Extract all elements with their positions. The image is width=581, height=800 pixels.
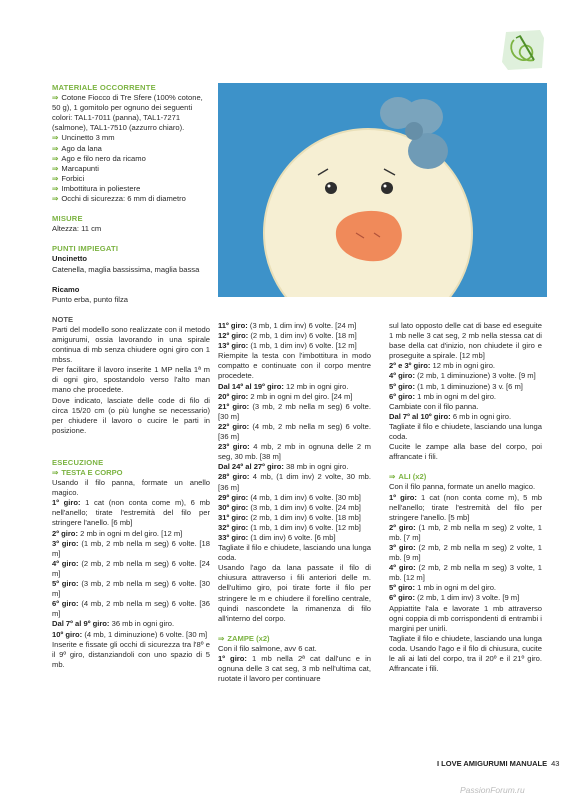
measures-title: MISURE [52, 214, 83, 224]
instruction-text: Con il filo salmone, avv 6 cat. [218, 643, 317, 653]
arrow-bullet-icon: ⇒ [218, 633, 225, 643]
arrow-bullet-icon: ⇒ [389, 472, 396, 482]
left-column [52, 83, 210, 670]
instruction-text: Riempite la testa con l'imbottitura in modo compatto e continuate con il corpo mentre procedete. [218, 351, 371, 381]
head-body-title: ⇒ TESTA E CORPO [52, 468, 123, 477]
crochet-hook-logo-icon [498, 24, 548, 74]
round-row: 6º giro: 1 mb in ogni m del giro. [389, 391, 497, 401]
note-paragraph: Dove indicato, lasciate delle code di filo di circa 15/20 cm (o più lunghe se necessario) per chiudere il lavoro o cucire le parti in posizione. [52, 395, 210, 435]
note-paragraph: Per facilitare il lavoro inserite 1 MP nella 1ª m di ogni giro, spostandolo verso l'alto man mano che procedete. [52, 365, 210, 395]
instruction-text: Appiattite l'ala e lavorate 1 mb attraverso ogni coppia di mb corrispondenti di entrambi i margini per unirli. [389, 603, 542, 633]
round-row: 6º giro: (4 mb, 2 mb nella m seg) 6 volte. [36 m] [52, 599, 210, 619]
round-row: 23º giro: 4 mb, 2 mb in ognuna delle 2 m seg, 30 mb. [38 m] [218, 442, 371, 462]
round-row: 33º giro: (1 dim inv) 6 volte. [6 mb] [218, 532, 336, 542]
instruction-text: Cucite le zampe alla base del corpo, poi affrancate i fili. [389, 442, 542, 462]
note-title: NOTE [52, 314, 74, 324]
round-row: 3º giro: (1 mb, 2 mb nella m seg) 6 volte. [18 m] [52, 538, 210, 558]
round-row: 13º giro: (1 mb, 1 dim inv) 6 volte. [12 m] [218, 341, 357, 351]
round-row: 2º e 3º giro: 12 mb in ogni giro. [389, 361, 496, 371]
measures-text: Altezza: 11 cm [52, 224, 102, 234]
materials-item: ⇒ Uncinetto 3 mm [52, 133, 115, 143]
wings-title: ⇒ ALI (x2) [389, 472, 427, 482]
middle-column [218, 321, 371, 684]
page-footer [437, 759, 559, 768]
right-column [389, 321, 542, 674]
round-row: 21º giro: (3 mb, 2 mb nella m seg) 6 volte. [30 m] [218, 401, 371, 421]
page-number: 43 [551, 759, 560, 768]
arrow-bullet-icon: ⇒ [52, 143, 59, 153]
instruction-text: Inserite e fissate gli occhi di sicurezza tra l'8º e il 9º giro, distanziandoli con uno spazio di 5 mb. [52, 639, 210, 669]
execution-title: ESECUZIONE [52, 457, 104, 467]
round-row: 4º giro: (2 mb, 1 diminuzione) 3 volte. [9 m] [389, 371, 536, 381]
round-row: Dal 7º al 9º giro: 36 mb in ogni giro. [52, 619, 175, 629]
instruction-text: Usando il filo panna, formate un anello magico. [52, 478, 210, 498]
arrow-bullet-icon: ⇒ [52, 183, 59, 193]
round-row: 2º giro: 2 mb in ogni m del giro. [12 m] [52, 528, 183, 538]
crochet-title: Uncinetto [52, 254, 88, 264]
round-row: 28º giro: 4 mb, (1 dim inv) 2 volte, 30 mb. [36 m] [218, 472, 371, 492]
duck-photo [218, 83, 547, 297]
instruction-text: Tagliate il filo e chiudete, lasciando una lunga coda. Usando l'ago e il filo di chiusura, cucite le ali ai lati del corpo, tra il 20º e il 21º giro. Affrancate i fili. [389, 633, 542, 674]
arrow-bullet-icon: ⇒ [52, 194, 59, 204]
round-row: 4º giro: (2 mb, 2 mb nella m seg) 3 volte, 1 mb. [12 m] [389, 563, 542, 583]
round-row: 32º giro: (1 mb, 1 dim inv) 6 volte. [12 mb] [218, 522, 361, 532]
embroidery-text: Punto erba, punto filza [52, 294, 128, 304]
instruction-text: Tagliate il filo e chiudete, lasciando una lunga coda. [218, 543, 371, 563]
arrow-bullet-icon: ⇒ [52, 173, 59, 183]
materials-item: ⇒ Ago da lana [52, 143, 102, 153]
arrow-bullet-icon: ⇒ [52, 133, 59, 143]
crochet-text: Catenella, maglia bassissima, maglia bassa [52, 264, 200, 274]
materials-item: ⇒ Occhi di sicurezza: 6 mm di diametro [52, 194, 186, 204]
round-row: 1º giro: 1 cat (non conta come m), 5 mb nell'anello; tirate l'estremità del filo per stringere l'anello. [5 mb] [389, 492, 542, 522]
round-row: 30º giro: (3 mb, 1 dim inv) 6 volte. [24 mb] [218, 502, 361, 512]
materials-item: ⇒ Imbottitura in poliestere [52, 183, 141, 193]
materials-item: ⇒ Forbici [52, 173, 85, 183]
arrow-bullet-icon: ⇒ [52, 153, 59, 163]
materials-title: MATERIALE OCCORRENTE [52, 83, 156, 92]
instruction-text: Tagliate il filo e chiudete, lasciando una lunga coda. [389, 421, 542, 442]
instruction-text: sul lato opposto delle cat di base ed eseguite 1 mb nelle 3 cat seg, 2 mb nella stessa cat di base della cat d'inizio, non chiudete il giro e proseguite a spirale. [12 mb] [389, 321, 542, 361]
round-row: 20º giro: 2 mb in ogni m del giro. [24 m] [218, 391, 353, 401]
paws-title: ⇒ ZAMPE (x2) [218, 633, 270, 643]
round-row: Dal 7º al 10º giro: 6 mb in ogni giro. [389, 411, 512, 421]
round-row: 2º giro: (1 mb, 2 mb nella m seg) 2 volte, 1 mb. [7 m] [389, 522, 542, 542]
embroidery-title: Ricamo [52, 284, 80, 294]
round-row: 29º giro: (4 mb, 1 dim inv) 6 volte. [30 mb] [218, 492, 361, 502]
arrow-bullet-icon: ⇒ [52, 163, 59, 173]
round-row: 10º giro: (4 mb, 1 diminuzione) 6 volte. [30 m] [52, 629, 208, 639]
materials-item: ⇒ Marcapunti [52, 163, 99, 173]
round-row: 5º giro: (1 mb, 1 diminuzione) 3 v. [6 m] [389, 381, 523, 391]
materials-item: ⇒ Cotone Fiocco di Tre Sfere (100% cotone, 50 g), 1 gomitolo per ognuno dei seguenti colori: TAL1-7011 (panna), TAL1-7271 (salmone), TAL1-7510 (azzurro chiaro). [52, 93, 203, 133]
round-row: 31º giro: (2 mb, 1 dim inv) 6 volte. [18 mb] [218, 512, 361, 522]
round-row: 22º giro: (4 mb, 2 mb nella m seg) 6 volte. [36 m] [218, 421, 371, 442]
materials-item: ⇒ Ago e filo nero da ricamo [52, 153, 146, 163]
round-row: 1º giro: 1 cat (non conta come m), 6 mb nell'anello; tirate l'estremità del filo per stringere l'anello. [6 mb] [52, 498, 210, 528]
round-row: Dal 14º al 19º giro: 12 mb in ogni giro. [218, 381, 349, 391]
round-row: 5º giro: (3 mb, 2 mb nella m seg) 6 volte. [30 m] [52, 579, 210, 599]
note-paragraph: Parti del modello sono realizzate con il metodo amigurumi, ossia lavorando in una spirale continua di mb senza chiudere ogni giro con 1 mbss. [52, 324, 210, 365]
round-row: 1º giro: 1 mb nella 2ª cat dall'unc e in ognuna delle 3 cat seg, 3 mb nell'ultima cat, ruotate il lavoro per continuare [218, 654, 371, 684]
round-row: 4º giro: (2 mb, 2 mb nella m seg) 6 volte. [24 m] [52, 558, 210, 578]
duck-illustration [218, 83, 547, 297]
watermark: PassionForum.ru [460, 785, 525, 795]
magazine-title: I LOVE AMIGURUMI MANUALE [437, 759, 548, 768]
arrow-bullet-icon: ⇒ [52, 468, 59, 477]
round-row: 12º giro: (2 mb, 1 dim inv) 6 volte. [18 m] [218, 331, 357, 341]
instruction-text: Cambiate con il filo panna. [389, 401, 479, 411]
instruction-text: Usando l'ago da lana passate il filo di chiusura attraverso i fili anteriori delle m. dell'ultimo giro, poi tirate forte il filo per stringere le m e chiudere il forellino centrale, quindi nascondete la rimanenza di filo all'interno del corpo. [218, 563, 371, 623]
round-row: 11º giro: (3 mb, 1 dim inv) 6 volte. [24 m] [218, 321, 357, 330]
instruction-text: Con il filo panna, formate un anello magico. [389, 482, 536, 492]
round-row: Dal 24º al 27º giro: 38 mb in ogni giro. [218, 462, 349, 472]
stitches-title: PUNTI IMPIEGATI [52, 244, 119, 254]
round-row: 6º giro: (2 mb, 1 dim inv) 3 volte. [9 m] [389, 593, 520, 603]
round-row: 5º giro: 1 mb in ogni m del giro. [389, 583, 497, 593]
arrow-bullet-icon: ⇒ [52, 93, 59, 103]
round-row: 3º giro: (2 mb, 2 mb nella m seg) 2 volte, 1 mb. [9 m] [389, 542, 542, 563]
